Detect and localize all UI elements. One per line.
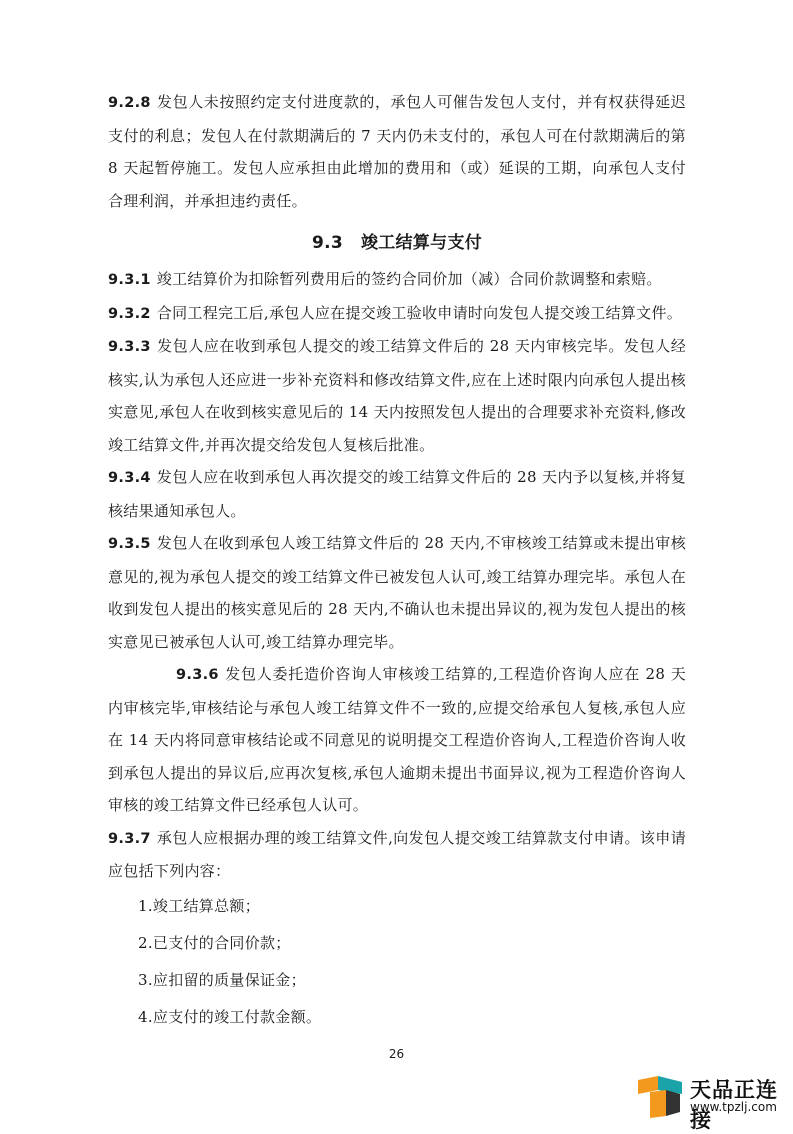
clause-text: 合同工程完工后,承包人应在提交竣工验收申请时向发包人提交竣工结算文件。 — [156, 303, 683, 322]
clause-text: 发包人应在收到承包人再次提交的竣工结算文件后的 28 天内予以复核,并将复核结果通知承包人。 — [108, 468, 686, 520]
clause-number: 9.2.8 — [108, 95, 151, 111]
clause-9-3-2 — [108, 297, 686, 331]
clause-number: 9.3.5 — [108, 536, 151, 552]
clause-number: 9.3.2 — [108, 305, 151, 322]
page-number: 26 — [388, 1047, 405, 1061]
section-number: 9.3 — [311, 233, 343, 253]
clause-number: 9.3.7 — [108, 830, 151, 847]
section-heading — [108, 225, 686, 261]
clause-number: 9.3.3 — [108, 339, 151, 355]
clause-text: 发包人未按照约定支付进度款的，承包人可催告发包人支付，并有权获得延迟支付的利息；发包人在付款期满后的 7 天内仍未支付的，承包人可在付款期满后的第 8 天起暂停施工。发包人应承担由此增加的费用和（或）延误的工期，向承包人支付合理利润，并承担违约责任。 — [108, 93, 686, 210]
clause-text: 发包人在收到承包人竣工结算文件后的 28 天内,不审核竣工结算或未提出审核意见的,视为承包人提交的竣工结算文件已被发包人认可,竣工结算办理完毕。承包人在收到发包人提出的核实意见后的 28 天内,不确认也未提出异议的,视为发包人提出的核实意见已被承包人认可,竣工结算办理完毕。 — [108, 534, 686, 651]
clause-9-3-4 — [108, 461, 686, 527]
logo-title: 天品正连接 — [690, 1078, 778, 1132]
clause-text: 竣工结算价为扣除暂列费用后的签约合同价加（减）合同价款调整和索赔。 — [156, 270, 662, 288]
clause-text: 发包人应在收到承包人提交的竣工结算文件后的 28 天内审核完毕。发包人经核实,认为承包人还应进一步补充资料和修改结算文件,应在上述时限内向承包人提出核实意见,承包人在收到核实意见后的 14 天内按照发包人提出的合理要求补充资料,修改竣工结算文件,并再次提交给发包人复核后批准。 — [108, 337, 686, 454]
logo-cube-icon — [636, 1074, 686, 1118]
clause-9-3-3 — [108, 330, 686, 461]
clause-9-3-5 — [108, 527, 686, 658]
list-item: 3.应扣留的质量保证金； — [138, 970, 306, 989]
section-title: 竣工结算与支付 — [360, 233, 483, 253]
payment-application-list — [108, 888, 686, 1036]
clause-9-3-7 — [108, 822, 686, 888]
document-body — [108, 86, 686, 1036]
list-item: 2.已支付的合同价款； — [138, 933, 291, 952]
list-item: 4.应支付的竣工付款金额。 — [138, 1007, 322, 1026]
clause-text: 发包人委托造价咨询人审核竣工结算的,工程造价咨询人应在 28 天内审核完毕,审核结论与承包人竣工结算文件不一致的,应提交给承包人复核,承包人应在 14 天内将同意审核结论或不同意见的说明提交工程造价咨询人,工程造价咨询人收到承包人提出的异议后,应再次复核,承包人逾期未提出书面异议,视为工程造价咨询人审核的竣工结算文件已经承包人认可。 — [108, 665, 686, 814]
clause-9-3-6 — [108, 658, 686, 822]
list-item: 1.竣工结算总额； — [138, 896, 261, 915]
logo-url: www.tpzlj.com — [690, 1100, 777, 1114]
clause-number: 9.3.4 — [108, 470, 151, 486]
clause-number: 9.3.1 — [108, 272, 151, 288]
clause-9-2-8 — [108, 86, 686, 217]
clause-text: 承包人应根据办理的竣工结算文件,向发包人提交竣工结算款支付申请。该申请应包括下列内容： — [108, 828, 686, 880]
site-logo[interactable] — [636, 1074, 786, 1132]
clause-number: 9.3.6 — [176, 667, 219, 683]
clause-9-3-1 — [108, 263, 686, 297]
